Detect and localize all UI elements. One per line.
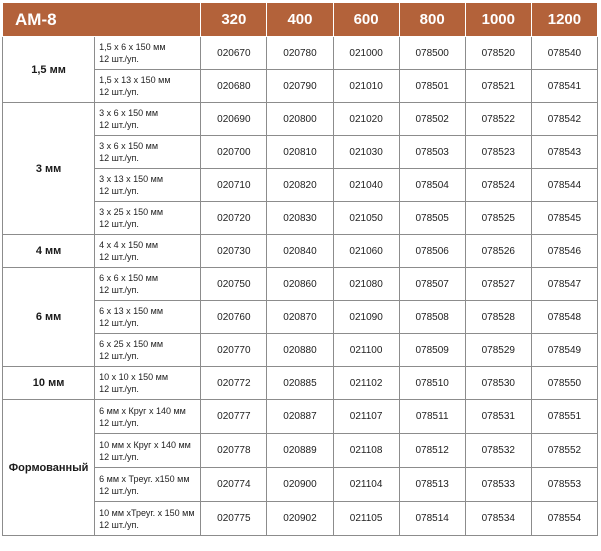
package-quantity: 12 шт./уп. <box>99 351 139 361</box>
article-code: 078530 <box>465 367 531 400</box>
article-code: 078547 <box>531 268 597 301</box>
article-code: 021090 <box>333 301 399 334</box>
column-header: 1000 <box>465 3 531 37</box>
package-quantity: 12 шт./уп. <box>99 318 139 328</box>
product-description <box>95 202 201 235</box>
article-code: 078505 <box>399 202 465 235</box>
product-size: 10 мм xТреуг. x 150 мм <box>99 507 195 518</box>
article-code: 078520 <box>465 37 531 70</box>
group-label: 3 мм <box>3 103 95 235</box>
article-code: 078554 <box>531 502 597 536</box>
article-code: 020800 <box>267 103 333 136</box>
article-code: 020790 <box>267 70 333 103</box>
article-code: 078543 <box>531 136 597 169</box>
product-description <box>95 268 201 301</box>
article-code: 020860 <box>267 268 333 301</box>
article-code: 078510 <box>399 367 465 400</box>
article-code: 021105 <box>333 502 399 536</box>
table-title: АМ-8 <box>3 3 201 37</box>
article-code: 078507 <box>399 268 465 301</box>
article-code: 020670 <box>201 37 267 70</box>
product-size: 3 x 6 x 150 мм <box>99 108 159 118</box>
article-code: 020778 <box>201 434 267 468</box>
article-code: 020880 <box>267 334 333 367</box>
article-code: 078513 <box>399 468 465 502</box>
article-code: 020810 <box>267 136 333 169</box>
product-description <box>95 169 201 202</box>
article-code: 078529 <box>465 334 531 367</box>
article-code: 078509 <box>399 334 465 367</box>
article-code: 021010 <box>333 70 399 103</box>
column-header: 320 <box>201 3 267 37</box>
article-code: 020730 <box>201 235 267 268</box>
table-row <box>3 268 598 301</box>
article-code: 020820 <box>267 169 333 202</box>
article-code: 078548 <box>531 301 597 334</box>
package-quantity: 12 шт./уп. <box>99 252 139 262</box>
article-code: 020840 <box>267 235 333 268</box>
article-code: 078528 <box>465 301 531 334</box>
article-code: 078553 <box>531 468 597 502</box>
group-label: 10 мм <box>3 367 95 400</box>
article-code: 078544 <box>531 169 597 202</box>
group-label: 4 мм <box>3 235 95 268</box>
group-label: Формованный <box>3 400 95 536</box>
product-size: 4 x 4 x 150 мм <box>99 240 159 250</box>
article-code: 078540 <box>531 37 597 70</box>
article-code: 020770 <box>201 334 267 367</box>
article-code: 078533 <box>465 468 531 502</box>
article-code: 078514 <box>399 502 465 536</box>
package-quantity: 12 шт./уп. <box>99 54 139 64</box>
article-code: 078500 <box>399 37 465 70</box>
article-code: 078502 <box>399 103 465 136</box>
article-code: 078501 <box>399 70 465 103</box>
article-code: 020870 <box>267 301 333 334</box>
product-size: 1,5 x 13 x 150 мм <box>99 75 171 85</box>
product-size: 3 x 13 x 150 мм <box>99 174 164 184</box>
article-code: 021104 <box>333 468 399 502</box>
package-quantity: 12 шт./уп. <box>99 186 139 196</box>
product-size: 6 мм x Круг x 140 мм <box>99 405 186 416</box>
product-table <box>2 2 598 536</box>
package-quantity: 12 шт./уп. <box>99 417 139 428</box>
article-code: 021030 <box>333 136 399 169</box>
package-quantity: 12 шт./уп. <box>99 485 139 496</box>
column-header: 1200 <box>531 3 597 37</box>
article-code: 020902 <box>267 502 333 536</box>
product-size: 3 x 6 x 150 мм <box>99 141 159 151</box>
article-code: 020774 <box>201 468 267 502</box>
article-code: 078532 <box>465 434 531 468</box>
article-code: 078512 <box>399 434 465 468</box>
article-code: 078511 <box>399 400 465 434</box>
product-description <box>95 434 201 468</box>
article-code: 021000 <box>333 37 399 70</box>
group-label: 6 мм <box>3 268 95 367</box>
article-code: 020772 <box>201 367 267 400</box>
article-code: 078506 <box>399 235 465 268</box>
package-quantity: 12 шт./уп. <box>99 451 139 462</box>
article-code: 078522 <box>465 103 531 136</box>
article-code: 020775 <box>201 502 267 536</box>
article-code: 078504 <box>399 169 465 202</box>
article-code: 078549 <box>531 334 597 367</box>
article-code: 021107 <box>333 400 399 434</box>
article-code: 020720 <box>201 202 267 235</box>
article-code: 020777 <box>201 400 267 434</box>
article-code: 078542 <box>531 103 597 136</box>
package-quantity: 12 шт./уп. <box>99 120 139 130</box>
product-description <box>95 400 201 434</box>
article-code: 021100 <box>333 334 399 367</box>
article-code: 078551 <box>531 400 597 434</box>
article-code: 020760 <box>201 301 267 334</box>
product-description <box>95 103 201 136</box>
product-description <box>95 301 201 334</box>
product-description <box>95 502 201 536</box>
product-size: 6 x 6 x 150 мм <box>99 273 159 283</box>
article-code: 078523 <box>465 136 531 169</box>
article-code: 078525 <box>465 202 531 235</box>
product-description <box>95 334 201 367</box>
header-row <box>3 3 598 37</box>
column-header: 400 <box>267 3 333 37</box>
article-code: 078521 <box>465 70 531 103</box>
article-code: 021108 <box>333 434 399 468</box>
product-description <box>95 70 201 103</box>
table-body <box>3 37 598 536</box>
article-code: 020750 <box>201 268 267 301</box>
package-quantity: 12 шт./уп. <box>99 153 139 163</box>
article-code: 078508 <box>399 301 465 334</box>
product-description <box>95 468 201 502</box>
article-code: 078546 <box>531 235 597 268</box>
package-quantity: 12 шт./уп. <box>99 285 139 295</box>
package-quantity: 12 шт./уп. <box>99 384 139 394</box>
article-code: 021080 <box>333 268 399 301</box>
product-description <box>95 136 201 169</box>
package-quantity: 12 шт./уп. <box>99 219 139 229</box>
product-description <box>95 235 201 268</box>
article-code: 078503 <box>399 136 465 169</box>
article-code: 078531 <box>465 400 531 434</box>
article-code: 078552 <box>531 434 597 468</box>
article-code: 020700 <box>201 136 267 169</box>
article-code: 078534 <box>465 502 531 536</box>
article-code: 021060 <box>333 235 399 268</box>
article-code: 020900 <box>267 468 333 502</box>
table-row <box>3 37 598 70</box>
article-code: 021020 <box>333 103 399 136</box>
product-size: 6 x 25 x 150 мм <box>99 339 164 349</box>
article-code: 020885 <box>267 367 333 400</box>
article-code: 021102 <box>333 367 399 400</box>
article-code: 020780 <box>267 37 333 70</box>
product-size: 10 мм x Круг x 140 мм <box>99 439 191 450</box>
product-size: 10 x 10 x 150 мм <box>99 372 169 382</box>
article-code: 020889 <box>267 434 333 468</box>
article-code: 020830 <box>267 202 333 235</box>
column-header: 600 <box>333 3 399 37</box>
table-row <box>3 367 598 400</box>
product-description <box>95 37 201 70</box>
package-quantity: 12 шт./уп. <box>99 519 139 530</box>
article-code: 078524 <box>465 169 531 202</box>
article-code: 078550 <box>531 367 597 400</box>
table-row <box>3 235 598 268</box>
article-code: 021050 <box>333 202 399 235</box>
product-size: 1,5 x 6 x 150 мм <box>99 42 166 52</box>
table-row <box>3 400 598 434</box>
article-code: 078541 <box>531 70 597 103</box>
article-code: 020680 <box>201 70 267 103</box>
article-code: 020887 <box>267 400 333 434</box>
article-code: 078527 <box>465 268 531 301</box>
product-size: 6 x 13 x 150 мм <box>99 306 164 316</box>
article-code: 078526 <box>465 235 531 268</box>
article-code: 020690 <box>201 103 267 136</box>
article-code: 020710 <box>201 169 267 202</box>
column-header: 800 <box>399 3 465 37</box>
product-size: 3 x 25 x 150 мм <box>99 207 164 217</box>
group-label: 1,5 мм <box>3 37 95 103</box>
table-row <box>3 103 598 136</box>
product-size: 6 мм x Треуг. x150 мм <box>99 473 190 484</box>
package-quantity: 12 шт./уп. <box>99 87 139 97</box>
article-code: 078545 <box>531 202 597 235</box>
product-description <box>95 367 201 400</box>
article-code: 021040 <box>333 169 399 202</box>
